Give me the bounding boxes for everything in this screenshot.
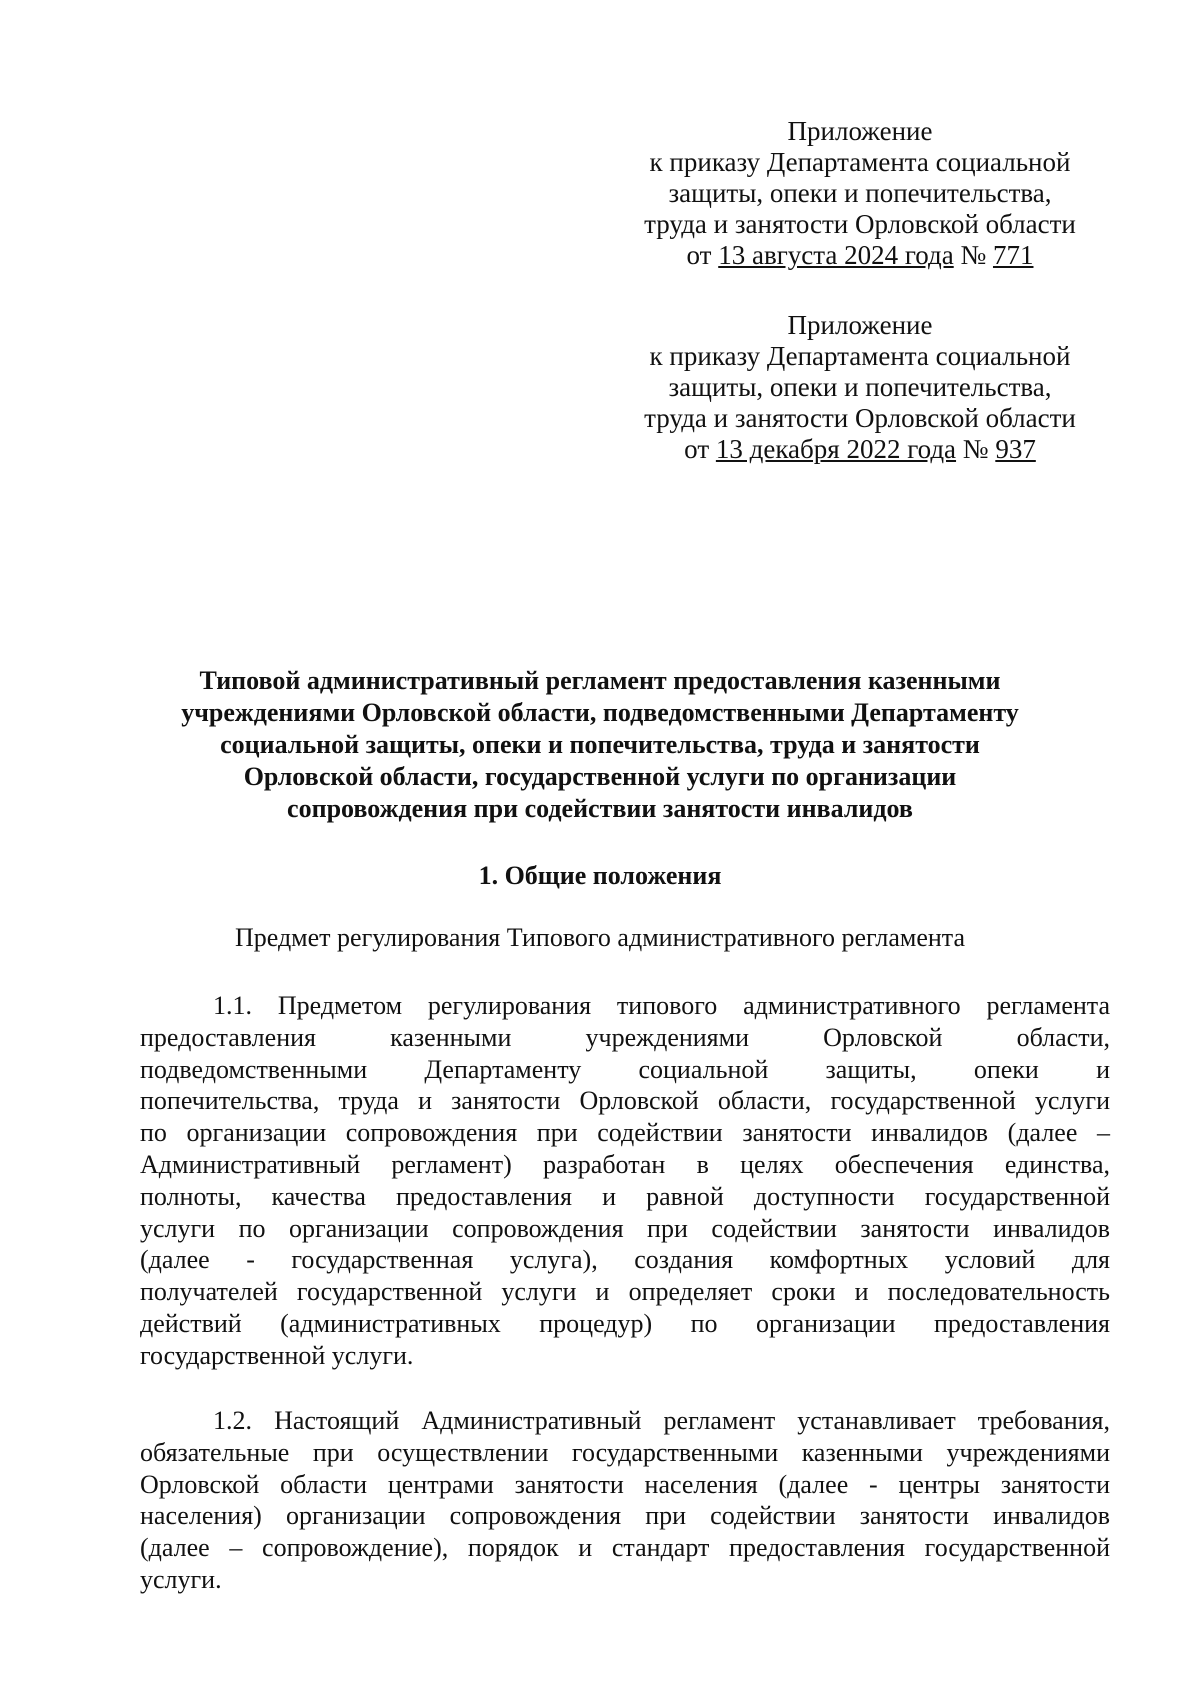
paragraph-line: подведомственными Департаменту социальной защиты, опеки и bbox=[140, 1054, 1110, 1084]
attachment-line: Приложение bbox=[787, 310, 933, 340]
number-sign: № bbox=[962, 434, 989, 464]
paragraph-line: полноты, качества предоставления и равной доступности государственной bbox=[140, 1181, 1110, 1211]
order-number: 937 bbox=[995, 434, 1036, 464]
paragraph-line: предоставления казенными учреждениями Орловской области, bbox=[140, 1022, 1110, 1052]
paragraph-line: (далее - государственная услуга), создания комфортных условий для bbox=[140, 1245, 1110, 1275]
attachment-header-original bbox=[620, 310, 1100, 465]
paragraph-line: 1.1. Предметом регулирования типового административного регламента bbox=[213, 991, 1110, 1020]
number-sign: № bbox=[960, 240, 987, 270]
attachment-line: труда и занятости Орловской области bbox=[644, 403, 1076, 433]
paragraph-line: Административный регламент) разработан в целях обеспечения единства, bbox=[140, 1149, 1110, 1179]
title-line: Типовой административный регламент предоставления казенными bbox=[199, 666, 1001, 695]
subsection-heading: Предмет регулирования Типового административного регламента bbox=[234, 923, 965, 952]
paragraph-line: услуги по организации сопровождения при содействии занятости инвалидов bbox=[140, 1213, 1110, 1243]
paragraph-line: действий (административных процедур) по организации предоставления bbox=[140, 1308, 1110, 1338]
attachment-line: защиты, опеки и попечительства, bbox=[668, 178, 1052, 208]
order-date: 13 августа 2024 года bbox=[718, 240, 954, 270]
attachment-date-line bbox=[620, 434, 1100, 465]
paragraph-line: Орловской области центрами занятости населения (далее - центры занятости bbox=[140, 1469, 1110, 1499]
date-prefix: от bbox=[686, 240, 712, 270]
title-line: социальной защиты, опеки и попечительства, труда и занятости bbox=[220, 730, 980, 759]
order-number: 771 bbox=[992, 240, 1034, 270]
attachment-line: Приложение bbox=[787, 116, 933, 146]
date-prefix: от bbox=[684, 434, 710, 464]
paragraph-line: обязательные при осуществлении государственными казенными учреждениями bbox=[140, 1437, 1110, 1467]
paragraph-1-2 bbox=[140, 1405, 1110, 1596]
attachment-header-current bbox=[620, 116, 1100, 271]
attachment-line: к приказу Департамента социальной bbox=[649, 147, 1071, 177]
attachment-date-line bbox=[620, 240, 1100, 271]
paragraph-line: 1.2. Настоящий Административный регламент устанавливает требования, bbox=[213, 1406, 1110, 1435]
paragraph-1-1 bbox=[140, 990, 1110, 1372]
attachment-line: защиты, опеки и попечительства, bbox=[668, 372, 1052, 402]
paragraph-line: (далее – сопровождение), порядок и стандарт предоставления государственной bbox=[140, 1533, 1110, 1563]
title-line: Орловской области, государственной услуги по организации bbox=[243, 762, 957, 791]
title-line: сопровождения при содействии занятости инвалидов bbox=[287, 794, 913, 823]
attachment-line: труда и занятости Орловской области bbox=[644, 209, 1076, 239]
paragraph-line: государственной услуги. bbox=[140, 1340, 414, 1370]
title-line: учреждениями Орловской области, подведомственными Департаменту bbox=[181, 698, 1019, 727]
paragraph-line: услуги. bbox=[140, 1564, 222, 1594]
paragraph-line: получателей государственной услуги и определяет сроки и последовательность bbox=[140, 1277, 1110, 1307]
section-heading: 1. Общие положения bbox=[478, 861, 722, 890]
document-title bbox=[140, 665, 1060, 825]
order-date: 13 декабря 2022 года bbox=[715, 434, 957, 464]
paragraph-line: по организации сопровождения при содействии занятости инвалидов (далее – bbox=[140, 1118, 1110, 1148]
paragraph-line: попечительства, труда и занятости Орловской области, государственной услуги bbox=[140, 1086, 1110, 1116]
paragraph-line: населения) организации сопровождения при содействии занятости инвалидов bbox=[140, 1501, 1110, 1531]
attachment-line: к приказу Департамента социальной bbox=[649, 341, 1071, 371]
